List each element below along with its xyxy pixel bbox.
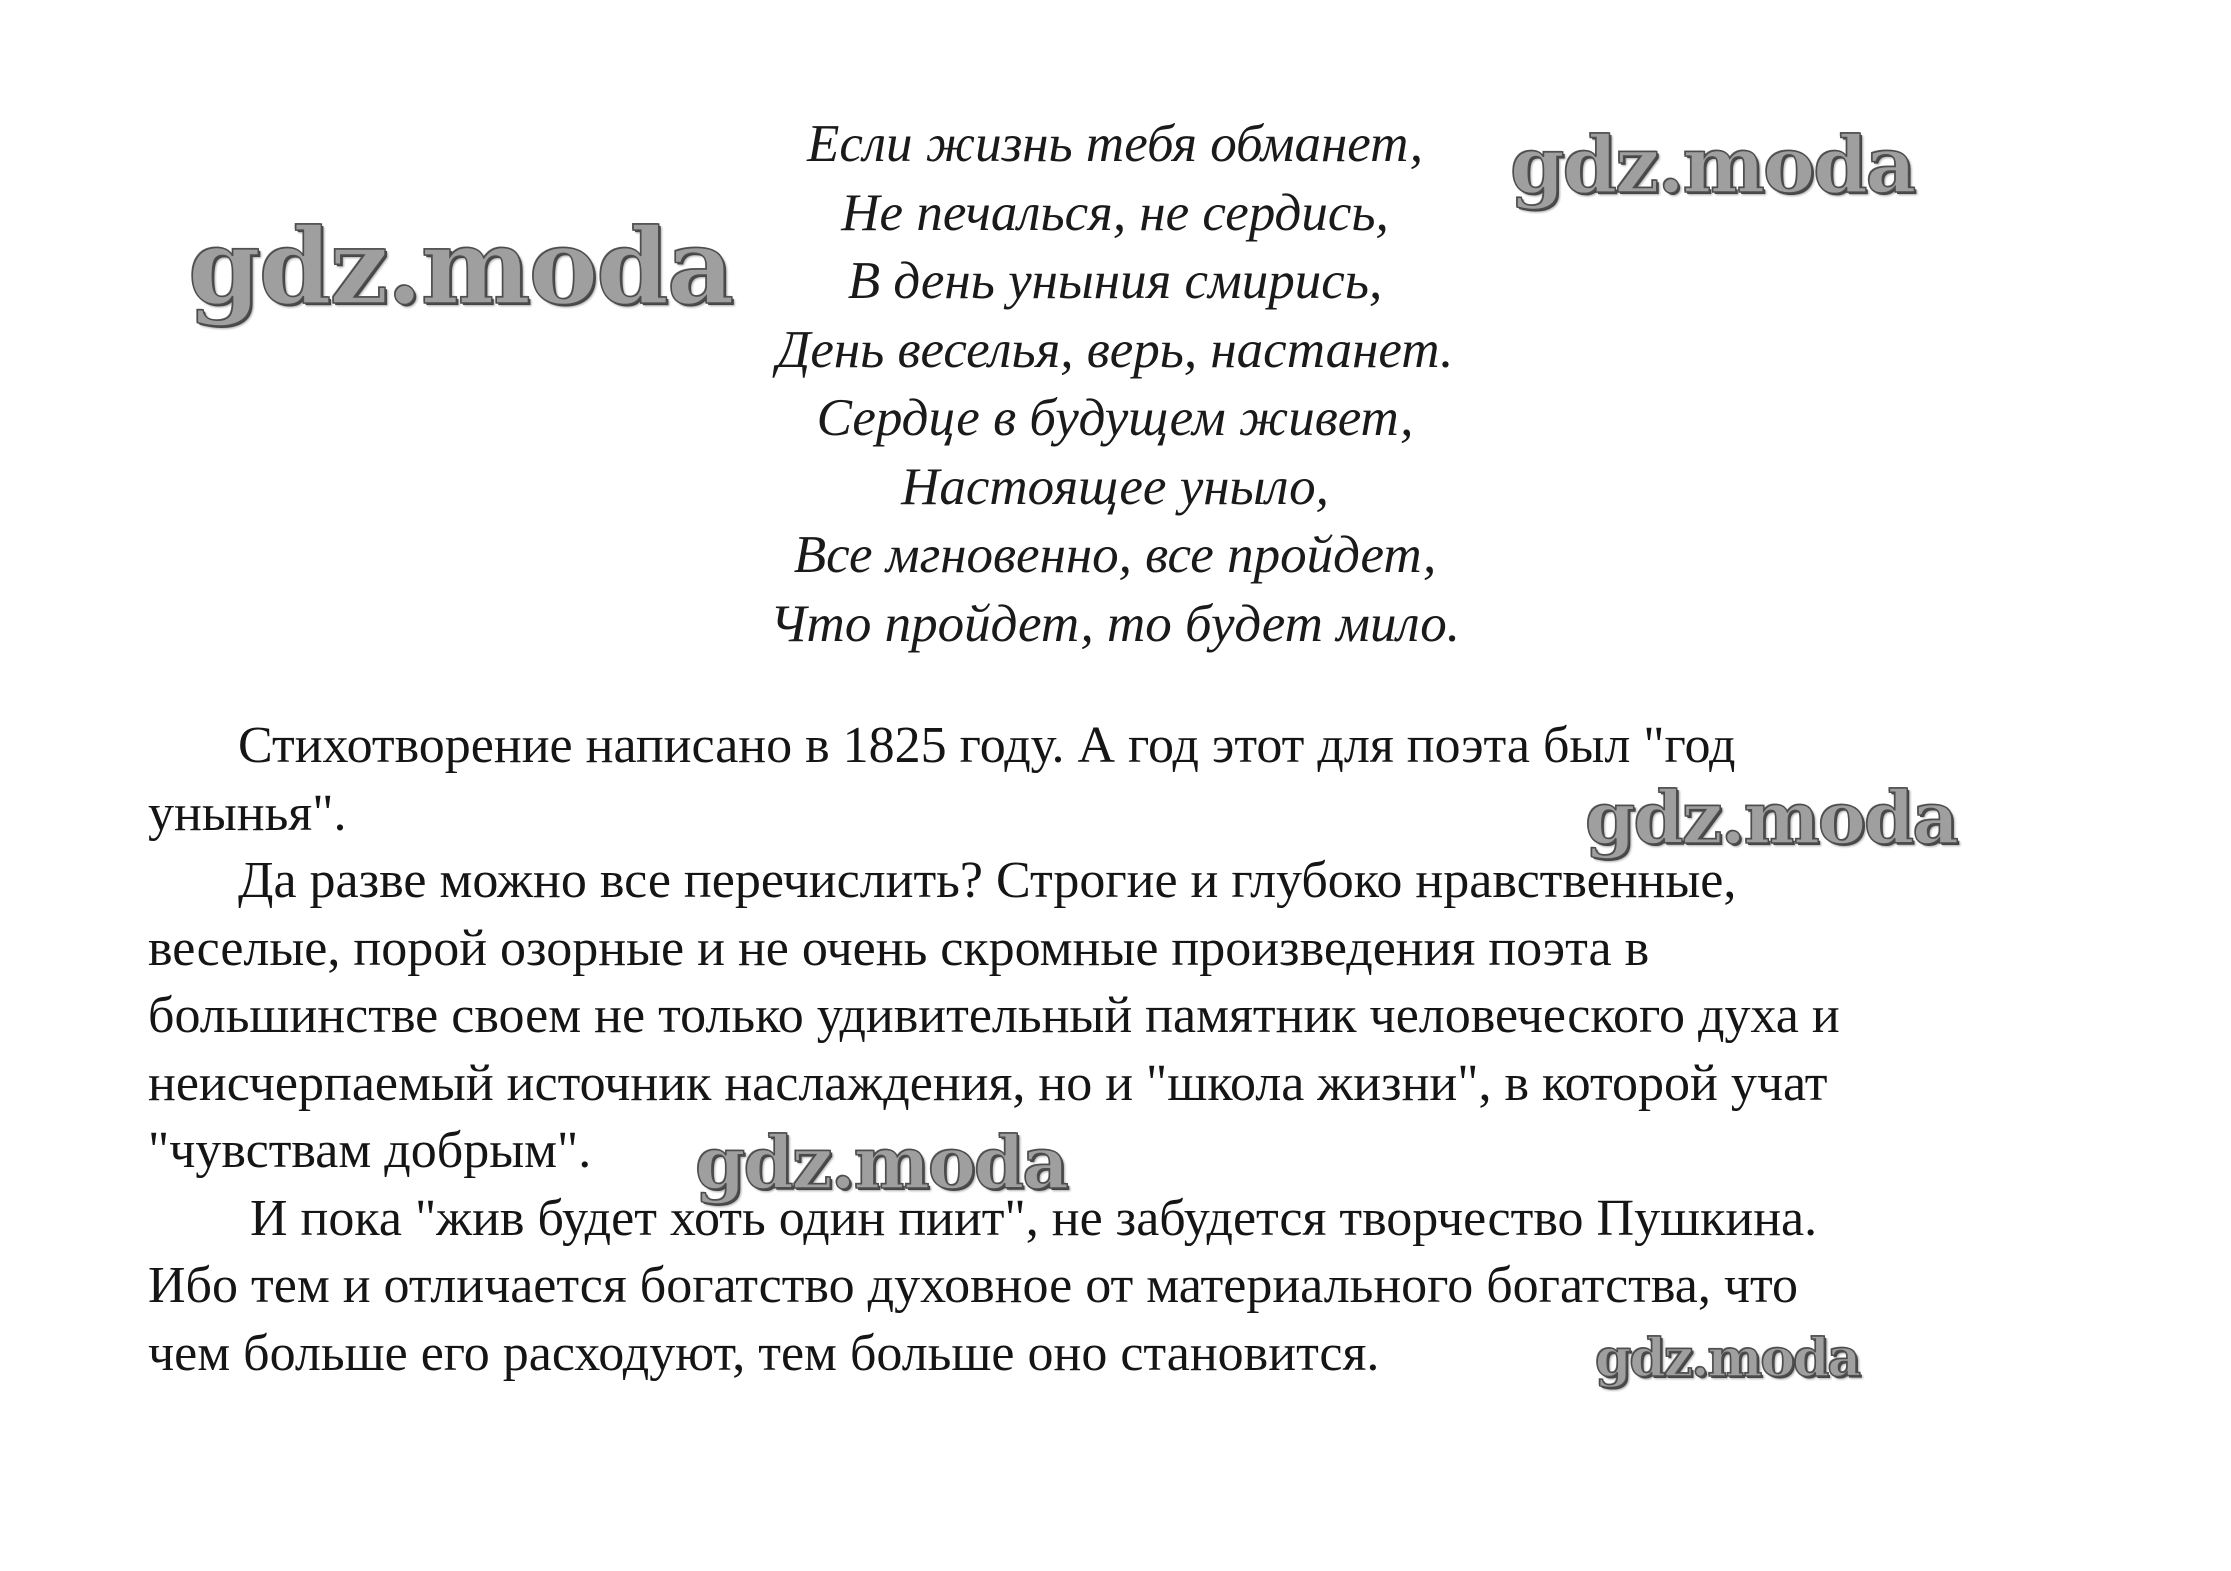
paragraph (148, 847, 2108, 1185)
watermark: gdz.moda (188, 205, 733, 328)
paragraph-line: веселые, порой озорные и не очень скромные произведения поэта в (148, 919, 1650, 977)
paragraph-line: "чувствам добрым". (148, 1122, 592, 1179)
paragraph-line: Ибо тем и отличается богатство духовное от материального богатства, что (148, 1257, 1799, 1314)
paragraph-line: большинстве своем не только удивительный памятник человеческого духа и (148, 987, 1840, 1044)
poem-line: Настоящее уныло, (901, 457, 1329, 516)
watermark: gdz.moda (695, 1120, 1067, 1205)
paragraph-line: неисчерпаемый источник наслаждения, но и "школа жизни", в которой учат (148, 1054, 1828, 1112)
watermark: gdz.moda (1585, 775, 1957, 860)
poem-line: Не печалься, не сердись, (841, 183, 1389, 242)
paragraph-line: Стихотворение написано в 1825 году. А год этот для поэта был "год (238, 717, 1736, 774)
poem-line: Все мгновенно, все пройдет, (793, 526, 1437, 584)
poem-line: День веселья, верь, настанет. (776, 320, 1454, 379)
poem-line: Если жизнь тебя обманет, (807, 115, 1423, 173)
paragraph-line: Да разве можно все перечислить? Строгие и глубоко нравственные, (238, 852, 1737, 909)
poem-line: Сердце в будущем живет, (816, 389, 1414, 447)
poem-line: В день уныния смирись, (847, 252, 1383, 310)
poem-line: Что пройдет, то будет мило. (770, 594, 1460, 653)
paragraph-line: чем больше его расходуют, тем больше оно становится. (148, 1324, 1380, 1382)
paragraph-line: И пока "жив будет хоть один пиит", не забудется творчество Пушкина. (250, 1189, 1818, 1247)
paragraph-line: унынья". (148, 784, 347, 842)
poem (640, 110, 1590, 658)
watermark: gdz.moda (1595, 1328, 1860, 1389)
watermark: gdz.moda (1510, 120, 1915, 211)
